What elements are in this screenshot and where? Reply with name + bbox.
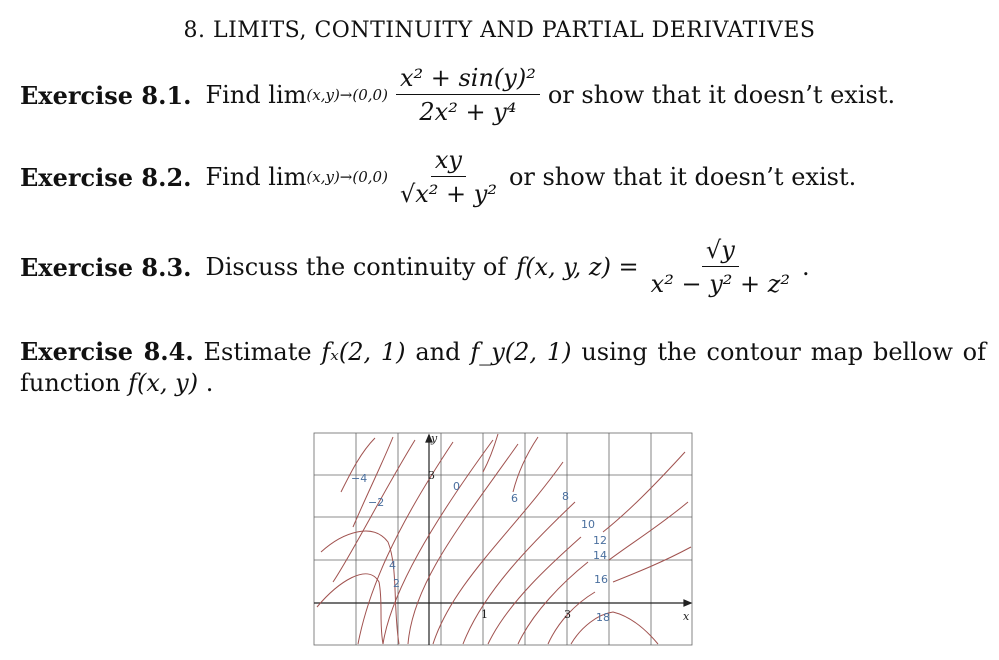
limit-subscript: (x,y)→(0,0): [306, 168, 388, 186]
exercise-label: Exercise 8.1.: [20, 80, 192, 110]
exercise-8-2: [20, 146, 856, 208]
contour-label: 4: [389, 559, 396, 572]
axis-label-y: y: [431, 432, 438, 445]
exercise-prefix: Discuss the continuity of: [205, 253, 507, 281]
fraction-denominator: √x² + y²: [399, 180, 497, 208]
tick-label: 1: [481, 608, 488, 621]
section-heading: 8. LIMITS, CONTINUITY AND PARTIAL DERIVATIVES: [183, 18, 816, 43]
limit-prefix: Find lim: [205, 81, 307, 109]
fraction-numerator: √y: [702, 236, 739, 267]
contour-label: −2: [368, 496, 385, 509]
contour-label: 10: [581, 518, 595, 531]
contour-label: 6: [511, 492, 518, 505]
contour-label: 0: [453, 480, 460, 493]
axis-label-x: x: [683, 610, 690, 623]
text-after: using the contour map bellow of function: [20, 338, 987, 397]
limit-subscript: (x,y)→(0,0): [306, 86, 388, 104]
exercise-label: Exercise 8.4.: [20, 337, 194, 366]
tick-label: 3: [428, 469, 435, 482]
partial-fx: fₓ(2, 1): [321, 338, 406, 366]
contour-map: [313, 432, 698, 647]
exercise-8-1: [20, 64, 895, 126]
text-before: Estimate: [203, 338, 312, 366]
fraction-numerator: x² + sin(y)²: [396, 64, 540, 95]
contour-label: −4: [351, 472, 368, 485]
fraction: [647, 236, 794, 298]
contour-label: 2: [393, 577, 400, 590]
exercise-label: Exercise 8.3.: [20, 252, 192, 282]
contour-label: 16: [594, 573, 608, 586]
conjunction: and: [415, 338, 461, 366]
fraction-numerator: xy: [431, 146, 466, 177]
x-axis-arrow-icon: [684, 600, 691, 606]
contour-label: 14: [593, 549, 607, 562]
end-punct: .: [205, 369, 214, 397]
contour-label: 18: [596, 611, 610, 624]
exercise-suffix: .: [802, 253, 810, 281]
exercise-8-4: [20, 336, 986, 399]
contour-curves: [317, 434, 691, 644]
contour-label: 12: [593, 534, 607, 547]
limit-prefix: Find lim: [205, 163, 307, 191]
fraction: [396, 146, 501, 208]
function-lhs: f(x, y, z) =: [516, 253, 639, 281]
exercise-label: Exercise 8.2.: [20, 162, 192, 192]
fraction-denominator: 2x² + y⁴: [419, 98, 517, 126]
function-name: f(x, y): [128, 369, 199, 397]
exercise-8-3: [20, 236, 810, 298]
tick-label: 3: [564, 608, 571, 621]
exercise-suffix: or show that it doesn’t exist.: [508, 163, 857, 191]
exercise-suffix: or show that it doesn’t exist.: [547, 81, 896, 109]
fraction-denominator: x² − y² + z²: [650, 270, 791, 298]
fraction: [396, 64, 540, 126]
contour-label: 8: [562, 490, 569, 503]
partial-fy: f_y(2, 1): [470, 338, 572, 366]
